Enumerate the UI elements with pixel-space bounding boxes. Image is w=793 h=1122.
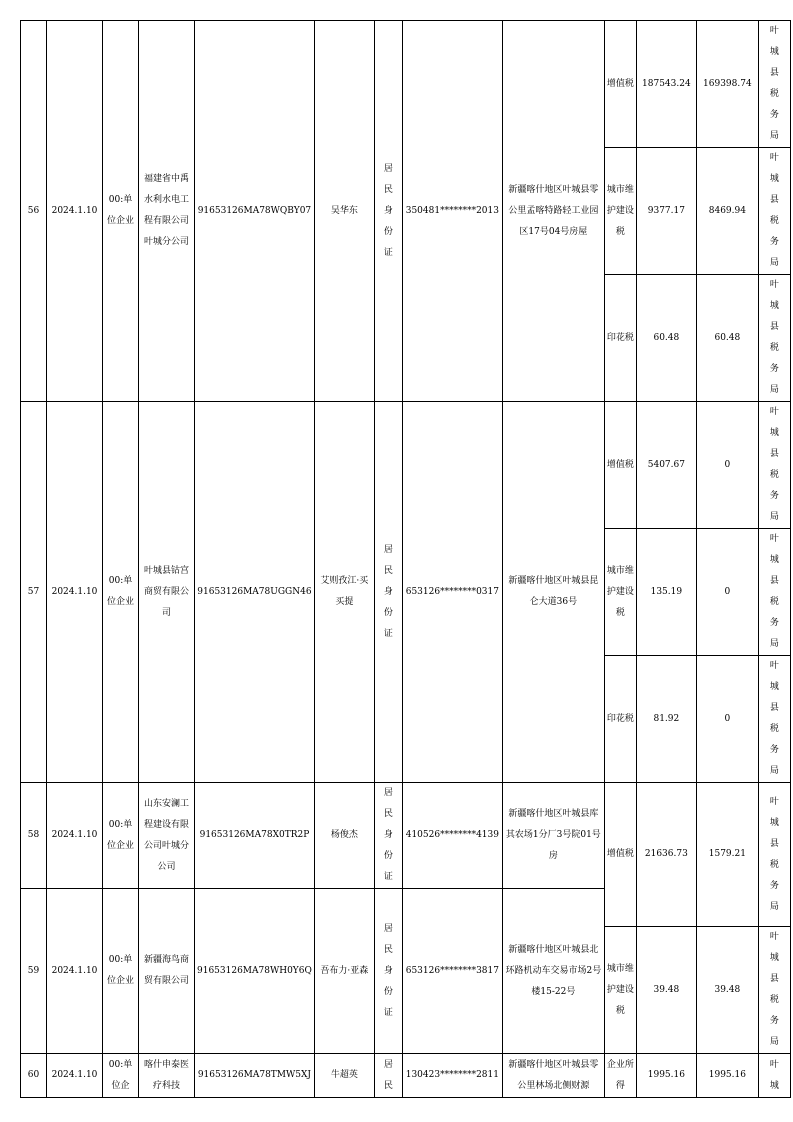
tax-bureau-cell: 叶城县税务局 — [769, 26, 779, 141]
taxpayer-type-cell: 00:单位企业 — [103, 889, 139, 1054]
row-number: 56 — [21, 21, 47, 402]
tax-bureau-cell: 叶城县税务局 — [769, 796, 779, 912]
arrears-amount-cell: 1995.16 — [636, 1054, 696, 1098]
tax-bureau-cell: 叶城县税务局 — [769, 407, 779, 522]
tax-bureau-cell: 叶城 — [769, 1059, 779, 1091]
current-arrears-cell: 8469.94 — [696, 148, 758, 275]
id-number-cell: 410526********4139 — [402, 783, 502, 889]
tax-name-cell: 增值税 — [604, 402, 636, 529]
id-type-cell: 居民身份证 — [383, 163, 393, 258]
row-number: 58 — [21, 783, 47, 889]
taxpayer-type-cell: 00:单位企业 — [103, 21, 139, 402]
date-cell: 2024.1.10 — [47, 783, 103, 889]
tax-name-cell: 城市维护建设税 — [604, 148, 636, 275]
id-number-cell: 350481********2013 — [402, 21, 502, 402]
legal-person-cell: 艾则孜江·买买提 — [314, 402, 374, 783]
tax-name-cell: 印花税 — [604, 275, 636, 402]
arrears-amount-cell: 5407.67 — [636, 402, 696, 529]
tax-name-cell: 企业所得 — [604, 1054, 636, 1098]
id-number-cell: 653126********3817 — [402, 889, 502, 1054]
credit-code-cell: 91653126MA78UGGN46 — [195, 402, 315, 783]
tax-bureau-cell: 叶城县税务局 — [769, 280, 779, 395]
date-cell: 2024.1.10 — [47, 21, 103, 402]
company-name-cell: 福建省中禹水利水电工程有限公司叶城分公司 — [139, 21, 195, 402]
tax-bureau-cell: 叶城县税务局 — [769, 534, 779, 649]
arrears-amount-cell: 21636.73 — [636, 783, 696, 927]
tax-name-cell: 城市维护建设税 — [604, 927, 636, 1054]
id-number-cell: 653126********0317 — [402, 402, 502, 783]
address-cell: 新疆喀什地区叶城县库其农场1分厂3号院01号房 — [502, 783, 604, 889]
tax-bureau-cell: 叶城县税务局 — [769, 661, 779, 776]
row-number: 57 — [21, 402, 47, 783]
current-arrears-cell: 0 — [696, 529, 758, 656]
address-cell: 新疆喀什地区叶城县零公里孟喀特路轻工业园区17号04号房屋 — [502, 21, 604, 402]
current-arrears-cell: 169398.74 — [696, 21, 758, 148]
address-cell: 新疆喀什地区叶城县北环路机动车交易市场2号楼15-22号 — [502, 889, 604, 1054]
legal-person-cell: 牛超英 — [314, 1054, 374, 1098]
tax-name-cell: 增值税 — [604, 21, 636, 148]
table-row — [21, 21, 791, 148]
legal-person-cell: 吴华东 — [314, 21, 374, 402]
tax-name-cell: 城市维护建设税 — [604, 529, 636, 656]
current-arrears-cell: 1579.21 — [696, 783, 758, 927]
arrears-amount-cell: 9377.17 — [636, 148, 696, 275]
date-cell: 2024.1.10 — [47, 889, 103, 1054]
legal-person-cell: 杨俊杰 — [314, 783, 374, 889]
credit-code-cell: 91653126MA78WQBY07 — [195, 21, 315, 402]
arrears-amount-cell: 135.19 — [636, 529, 696, 656]
tax-name-cell: 增值税 — [604, 783, 636, 927]
legal-person-cell: 吾布力·亚森 — [314, 889, 374, 1054]
company-name-cell: 叶城县钴宫商贸有限公司 — [139, 402, 195, 783]
company-name-cell: 山东安澜工程建设有限公司叶城分公司 — [139, 783, 195, 889]
id-type-cell: 居民身份证 — [383, 923, 393, 1018]
current-arrears-cell: 60.48 — [696, 275, 758, 402]
taxpayer-type-cell: 00:单位企业 — [103, 783, 139, 889]
row-number: 60 — [21, 1054, 47, 1098]
id-type-cell: 居民身份证 — [383, 544, 393, 639]
arrears-amount-cell: 81.92 — [636, 656, 696, 783]
row-number: 59 — [21, 889, 47, 1054]
taxpayer-type-cell: 00:单位企业 — [103, 402, 139, 783]
arrears-amount-cell: 187543.24 — [636, 21, 696, 148]
company-name-cell: 喀什申泰医疗科技 — [139, 1054, 195, 1098]
arrears-amount-cell: 39.48 — [636, 927, 696, 1054]
current-arrears-cell: 0 — [696, 402, 758, 529]
date-cell: 2024.1.10 — [47, 1054, 103, 1098]
current-arrears-cell: 1995.16 — [696, 1054, 758, 1098]
taxpayer-type-cell: 00:单位企 — [103, 1054, 139, 1098]
table-row — [21, 1054, 791, 1098]
current-arrears-cell: 0 — [696, 656, 758, 783]
date-cell: 2024.1.10 — [47, 402, 103, 783]
current-arrears-cell: 39.48 — [696, 927, 758, 1054]
tax-bureau-cell: 叶城县税务局 — [769, 153, 779, 268]
tax-arrears-table-page — [20, 20, 791, 1098]
address-cell: 新疆喀什地区叶城县昆仑大道36号 — [502, 402, 604, 783]
address-cell: 新疆喀什地区叶城县零公里林场北侧财源 — [502, 1054, 604, 1098]
credit-code-cell: 91653126MA78WH0Y6Q — [195, 889, 315, 1054]
table-row — [21, 402, 791, 529]
id-type-cell: 居民身份证 — [383, 788, 393, 882]
id-type-cell: 居民 — [383, 1059, 393, 1091]
id-number-cell: 130423********2811 — [402, 1054, 502, 1098]
table-row — [21, 783, 791, 889]
credit-code-cell: 91653126MA78TMW5XJ — [195, 1054, 315, 1098]
arrears-amount-cell: 60.48 — [636, 275, 696, 402]
tax-name-cell: 印花税 — [604, 656, 636, 783]
company-name-cell: 新疆海鸟商贸有限公司 — [139, 889, 195, 1054]
tax-arrears-table — [20, 20, 791, 1098]
tax-bureau-cell: 叶城县税务局 — [769, 932, 779, 1047]
credit-code-cell: 91653126MA78X0TR2P — [195, 783, 315, 889]
